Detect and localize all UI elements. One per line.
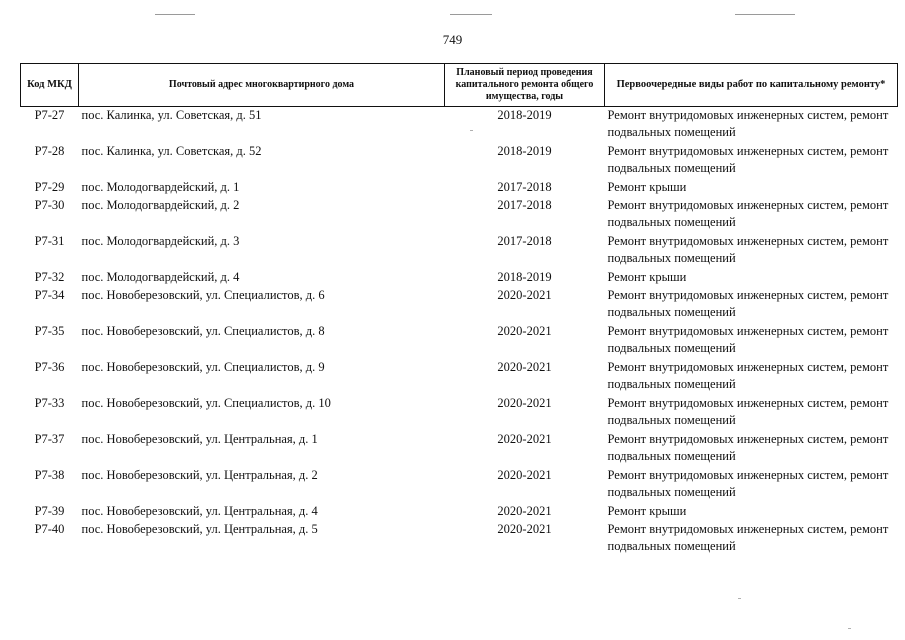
cell-works: Ремонт внутридомовых инженерных систем, ремонт подвальных помещений [607, 522, 889, 553]
scan-speck [738, 598, 741, 599]
cell-code: Р7-33 [34, 396, 65, 410]
cell-address: пос. Новоберезовский, ул. Специалистов, д. 8 [81, 324, 325, 338]
repair-plan-table [20, 63, 898, 557]
table-body [21, 107, 898, 558]
cell-period: 2018-2019 [497, 108, 552, 122]
cell-address: пос. Молодогвардейский, д. 3 [81, 234, 240, 248]
cell-period: 2020-2021 [497, 288, 552, 302]
cell-works: Ремонт крыши [607, 270, 687, 284]
cell-period: 2017-2018 [497, 198, 552, 212]
table-row [21, 467, 898, 503]
page-number: 749 [442, 32, 463, 47]
header-works: Первоочередные виды работ по капитальному ремонту* [605, 64, 898, 107]
cell-works: Ремонт внутридомовых инженерных систем, ремонт подвальных помещений [607, 360, 889, 391]
cell-period: 2020-2021 [497, 360, 552, 374]
scan-speck [848, 628, 851, 629]
header-code: Код МКД [21, 64, 79, 107]
cell-period: 2020-2021 [497, 324, 552, 338]
cell-works: Ремонт внутридомовых инженерных систем, ремонт подвальных помещений [607, 396, 889, 427]
cell-code: Р7-31 [34, 234, 65, 248]
cell-address: пос. Новоберезовский, ул. Центральная, д. 4 [81, 504, 318, 518]
cell-works: Ремонт внутридомовых инженерных систем, ремонт подвальных помещений [607, 468, 889, 499]
cell-address: пос. Калинка, ул. Советская, д. 52 [81, 144, 262, 158]
cell-code: Р7-38 [34, 468, 65, 482]
scan-mark-left [155, 14, 195, 15]
header-period: Плановый период проведения капитального ремонта общего имущества, годы [445, 64, 605, 107]
cell-works: Ремонт внутридомовых инженерных систем, ремонт подвальных помещений [607, 144, 889, 175]
cell-works: Ремонт внутридомовых инженерных систем, ремонт подвальных помещений [607, 288, 889, 319]
cell-address: пос. Новоберезовский, ул. Центральная, д. 1 [81, 432, 318, 446]
cell-code: Р7-39 [34, 504, 65, 518]
cell-code: Р7-34 [34, 288, 65, 302]
cell-address: пос. Новоберезовский, ул. Центральная, д. 5 [81, 522, 318, 536]
cell-code: Р7-40 [34, 522, 65, 536]
cell-address: пос. Молодогвардейский, д. 2 [81, 198, 240, 212]
cell-period: 2020-2021 [497, 396, 552, 410]
cell-code: Р7-30 [34, 198, 65, 212]
cell-code: Р7-37 [34, 432, 65, 446]
table-row [21, 359, 898, 395]
table-row [21, 287, 898, 323]
cell-works: Ремонт крыши [607, 504, 687, 518]
cell-period: 2020-2021 [497, 432, 552, 446]
cell-period: 2017-2018 [497, 180, 552, 194]
table-row [21, 269, 898, 287]
table-row [21, 503, 898, 521]
cell-works: Ремонт внутридомовых инженерных систем, ремонт подвальных помещений [607, 108, 889, 139]
cell-period: 2020-2021 [497, 468, 552, 482]
cell-works: Ремонт внутридомовых инженерных систем, ремонт подвальных помещений [607, 432, 889, 463]
table-row [21, 107, 898, 144]
cell-code: Р7-36 [34, 360, 65, 374]
table-row [21, 395, 898, 431]
cell-period: 2017-2018 [497, 234, 552, 248]
cell-code: Р7-32 [34, 270, 65, 284]
scan-mark-center [450, 14, 492, 15]
cell-works: Ремонт крыши [607, 180, 687, 194]
cell-works: Ремонт внутридомовых инженерных систем, ремонт подвальных помещений [607, 198, 889, 229]
cell-address: пос. Новоберезовский, ул. Специалистов, д. 6 [81, 288, 325, 302]
cell-address: пос. Новоберезовский, ул. Центральная, д. 2 [81, 468, 318, 482]
cell-code: Р7-28 [34, 144, 65, 158]
cell-period: 2018-2019 [497, 144, 552, 158]
cell-code: Р7-29 [34, 180, 65, 194]
cell-address: пос. Новоберезовский, ул. Специалистов, д. 10 [81, 396, 331, 410]
cell-address: пос. Новоберезовский, ул. Специалистов, д. 9 [81, 360, 325, 374]
table-row [21, 521, 898, 557]
cell-address: пос. Калинка, ул. Советская, д. 51 [81, 108, 262, 122]
table-row [21, 143, 898, 179]
scan-mark-right [735, 14, 795, 15]
cell-period: 2018-2019 [497, 270, 552, 284]
header-address: Почтовый адрес многоквартирного дома [79, 64, 445, 107]
cell-works: Ремонт внутридомовых инженерных систем, ремонт подвальных помещений [607, 234, 889, 265]
table-row [21, 233, 898, 269]
cell-period: 2020-2021 [497, 522, 552, 536]
table-header [21, 64, 898, 107]
table-row [21, 431, 898, 467]
scan-speck [470, 130, 473, 131]
cell-code: Р7-35 [34, 324, 65, 338]
table-row [21, 323, 898, 359]
cell-address: пос. Молодогвардейский, д. 4 [81, 270, 240, 284]
cell-works: Ремонт внутридомовых инженерных систем, ремонт подвальных помещений [607, 324, 889, 355]
table-row [21, 179, 898, 197]
cell-code: Р7-27 [34, 108, 65, 122]
cell-address: пос. Молодогвардейский, д. 1 [81, 180, 240, 194]
cell-period: 2020-2021 [497, 504, 552, 518]
table-row [21, 197, 898, 233]
